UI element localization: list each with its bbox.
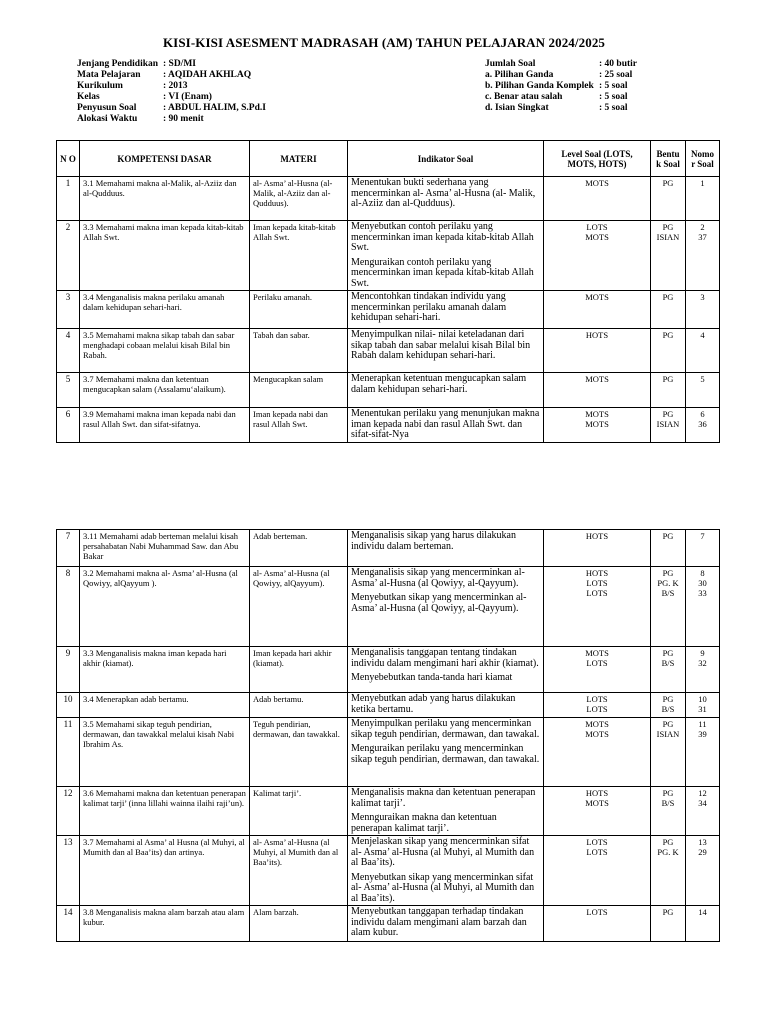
bentuk-cell: [651, 787, 686, 836]
table-row: [57, 329, 720, 373]
kompetensi-dasar: 3.4 Menganalisis makna perilaku amanah dalam kehidupan sehari-hari.: [80, 291, 250, 329]
info-value: : 5 soal: [599, 103, 628, 113]
indikator-text: Menentukan bukti sederhana yang mencerminkan al- Asma’ al-Husna (al- Malik, al-Aziiz dan al-Qudduus).: [351, 177, 536, 209]
header-bentuk: Bentu k Soal: [651, 141, 686, 177]
info-row: [485, 70, 637, 81]
level-value: MOTS: [585, 729, 609, 739]
indikator-cell: [348, 693, 544, 718]
table-row: [57, 221, 720, 291]
nomor-value: 1: [700, 178, 705, 188]
kompetensi-dasar: 3.8 Menganalisis makna alam barzah atau alam kubur.: [80, 906, 250, 942]
table-row: [57, 906, 720, 942]
materi: al- Asma’ al-Husna (al Qowiyy, alQayyum).: [250, 567, 348, 647]
indikator-text: Menyebebutkan tanda-tanda hari kiamat: [351, 672, 513, 683]
info-key: Jumlah Soal: [485, 59, 536, 69]
bentuk-cell: [651, 906, 686, 942]
kompetensi-dasar: 3.6 Memahami makna dan ketentuan penerapan kalimat tarji’ (inna lillahi wainna ilaihi raji’un).: [80, 787, 250, 836]
indikator-cell: [348, 329, 544, 373]
info-value: : ABDUL HALIM, S.Pd.I: [163, 103, 266, 113]
nomor-cell: [686, 836, 720, 906]
bentuk-value: ISIAN: [656, 232, 680, 242]
materi: Alam barzah.: [250, 906, 348, 942]
info-value: : 5 soal: [599, 92, 628, 102]
bentuk-cell: [651, 836, 686, 906]
info-value: : SD/MI: [163, 59, 196, 69]
nomor-value: 39: [698, 729, 707, 739]
indikator-text: Menyebutkan sikap yang mencerminkan al-Asma’ al-Husna (al Qowiyy, al-Qayyum).: [351, 592, 527, 614]
materi: Mengucapkan salam: [250, 373, 348, 408]
info-value: : 5 soal: [599, 81, 628, 91]
bentuk-value: B/S: [661, 588, 675, 598]
bentuk-value: PG: [662, 568, 674, 578]
nomor-cell: [686, 787, 720, 836]
header-indikator: Indikator Soal: [348, 141, 544, 177]
nomor-value: 2: [700, 222, 705, 232]
kisi-kisi-table-1: [56, 140, 720, 443]
indikator-cell: [348, 530, 544, 567]
level-cell: [544, 408, 651, 443]
info-key: b. Pilihan Ganda Komplek: [485, 81, 594, 91]
nomor-cell: [686, 567, 720, 647]
materi: Iman kepada kitab-kitab Allah Swt.: [250, 221, 348, 291]
kompetensi-dasar: 3.9 Memahami makna iman kepada nabi dan rasul Allah Swt. dan sifat-sifatnya.: [80, 408, 250, 443]
level-value: MOTS: [585, 232, 609, 242]
bentuk-value: PG: [662, 788, 674, 798]
indikator-text: Mencontohkan tindakan individu yang mencerminkan perilaku amanah dalam kehidupan sehari-hari.: [351, 291, 507, 323]
table-row: [57, 787, 720, 836]
indikator-cell: [348, 373, 544, 408]
row-number: 2: [57, 221, 80, 291]
nomor-value: 29: [698, 847, 707, 857]
table-row: [57, 718, 720, 787]
nomor-cell: [686, 329, 720, 373]
kompetensi-dasar: 3.5 Memahami makna sikap tabah dan sabar menghadapi cobaan melalui kisah Bilal bin Rabah.: [80, 329, 250, 373]
nomor-value: 14: [698, 907, 707, 917]
level-value: HOTS: [585, 788, 609, 798]
table-row: [57, 530, 720, 567]
materi: Tabah dan sabar.: [250, 329, 348, 373]
row-number: 11: [57, 718, 80, 787]
materi: Adab berteman.: [250, 530, 348, 567]
kompetensi-dasar: 3.5 Memahami sikap teguh pendirian, dermawan, dan tawakkal melalui kisah Nabi Ibrahim As.: [80, 718, 250, 787]
bentuk-value: PG: [662, 837, 674, 847]
kompetensi-dasar: 3.3 Memahami makna iman kepada kitab-kitab Allah Swt.: [80, 221, 250, 291]
level-value: HOTS: [585, 330, 609, 340]
nomor-cell: [686, 291, 720, 329]
indikator-cell: [348, 291, 544, 329]
info-key: Mata Pelajaran: [77, 70, 141, 80]
bentuk-value: PG: [662, 330, 674, 340]
materi: Adab bertamu.: [250, 693, 348, 718]
bentuk-cell: [651, 329, 686, 373]
nomor-cell: [686, 408, 720, 443]
header-no: N O: [57, 141, 80, 177]
level-cell: [544, 693, 651, 718]
indikator-text: Menentukan perilaku yang menunjukan makna iman kepada nabi dan rasul Allah Swt. dan sifat-sifat-Nya: [351, 408, 540, 440]
level-value: LOTS: [586, 222, 608, 232]
info-row: [485, 81, 637, 92]
level-value: HOTS: [585, 568, 609, 578]
bentuk-value: B/S: [661, 704, 675, 714]
indikator-text: Menyimpulkan nilai- nilai keteladanan dari sikap tabah dan sabar melalui kisah Bilal bin Rabah dalam kehidupan sehari-hari.: [351, 329, 531, 361]
nomor-value: 7: [700, 531, 705, 541]
info-value: : VI (Enam): [163, 92, 212, 102]
info-key: d. Isian Singkat: [485, 103, 549, 113]
info-key: a. Pilihan Ganda: [485, 70, 554, 80]
bentuk-cell: [651, 718, 686, 787]
bentuk-cell: [651, 177, 686, 221]
level-cell: [544, 718, 651, 787]
document-title: KISI-KISI ASESMENT MADRASAH (AM) TAHUN PELAJARAN 2024/2025: [162, 35, 606, 50]
row-number: 4: [57, 329, 80, 373]
nomor-value: 13: [698, 837, 707, 847]
indikator-text: Menyebutkan sikap yang mencerminkan sifat al- Asma’ al-Husna (al Muhyi, al Mumith dan al Baa’its).: [351, 871, 535, 904]
kisi-kisi-table-2: [56, 529, 720, 942]
bentuk-value: B/S: [661, 798, 675, 808]
bentuk-cell: [651, 530, 686, 567]
nomor-value: 36: [698, 419, 707, 429]
nomor-cell: [686, 530, 720, 567]
header-materi: MATERI: [250, 141, 348, 177]
info-value: : 25 soal: [599, 70, 633, 80]
kompetensi-dasar: 3.1 Memahami makna al-Malik, al-Aziiz dan al-Qudduus.: [80, 177, 250, 221]
row-number: 7: [57, 530, 80, 567]
info-row: [77, 92, 266, 103]
nomor-cell: [686, 693, 720, 718]
bentuk-value: PG: [662, 694, 674, 704]
info-left: [77, 59, 266, 125]
table-row: [57, 836, 720, 906]
indikator-text: Menjelaskan sikap yang mencerminkan sifat al- Asma’ al-Husna (al Muhyi, al Mumith dan al Baa’its).: [351, 836, 535, 868]
nomor-value: 32: [698, 658, 707, 668]
indikator-cell: [348, 408, 544, 443]
level-value: MOTS: [585, 374, 609, 384]
row-number: 1: [57, 177, 80, 221]
info-row: [485, 59, 637, 70]
bentuk-value: B/S: [661, 658, 675, 668]
indikator-cell: [348, 718, 544, 787]
info-row: [77, 59, 266, 70]
row-number: 5: [57, 373, 80, 408]
bentuk-value: PG: [662, 719, 674, 729]
level-value: LOTS: [586, 704, 608, 714]
indikator-text: Menyebutkan tanggapan terhadap tindakan individu dalam mengimani alam barzah dan alam kubur.: [351, 906, 527, 938]
info-row: [485, 103, 637, 114]
materi: al- Asma’ al-Husna (al Muhyi, al Mumith dan al Baa’its).: [250, 836, 348, 906]
nomor-value: 33: [698, 588, 707, 598]
row-number: 14: [57, 906, 80, 942]
bentuk-cell: [651, 291, 686, 329]
indikator-text: Menerapkan ketentuan mengucapkan salam dalam kehidupan sehari-hari.: [351, 373, 527, 395]
indikator-text: Menganalisis tanggapan tentang tindakan individu dalam mengimani hari akhir (kiamat).: [351, 647, 539, 669]
kompetensi-dasar: 3.7 Memahami al Asma’ al Husna (al Muhyi, al Mumith dan al Baa’its) dan artinya.: [80, 836, 250, 906]
level-value: MOTS: [585, 648, 609, 658]
table-row: [57, 693, 720, 718]
kompetensi-dasar: 3.7 Memahami makna dan ketentuan mengucapkan salam (Assalamu‘alaikum).: [80, 373, 250, 408]
row-number: 10: [57, 693, 80, 718]
bentuk-value: PG: [662, 222, 674, 232]
nomor-cell: [686, 177, 720, 221]
indikator-text: Menganalisis sikap yang harus dilakukan individu dalam berteman.: [351, 530, 516, 552]
table-row: [57, 567, 720, 647]
indikator-cell: [348, 906, 544, 942]
bentuk-value: PG: [662, 907, 674, 917]
bentuk-value: PG: [662, 648, 674, 658]
nomor-value: 11: [698, 719, 707, 729]
level-value: MOTS: [585, 409, 609, 419]
info-key: Penyusun Soal: [77, 103, 137, 113]
indikator-cell: [348, 836, 544, 906]
info-row: [77, 114, 266, 125]
level-value: LOTS: [586, 837, 608, 847]
table-row: [57, 177, 720, 221]
indikator-text: Menyebutkan contoh perilaku yang mencerminkan iman kepada kitab-kitab Allah Swt.: [351, 221, 534, 253]
level-cell: [544, 567, 651, 647]
bentuk-cell: [651, 373, 686, 408]
header-level: Level Soal (LOTS, MOTS, HOTS): [544, 141, 651, 177]
bentuk-cell: [651, 567, 686, 647]
nomor-value: 6: [700, 409, 705, 419]
indikator-cell: [348, 177, 544, 221]
nomor-value: 5: [700, 374, 705, 384]
info-row: [77, 103, 266, 114]
info-right: [485, 59, 637, 114]
nomor-cell: [686, 718, 720, 787]
level-cell: [544, 291, 651, 329]
row-number: 13: [57, 836, 80, 906]
nomor-value: 31: [698, 704, 707, 714]
header-nomor: Nomo r Soal: [686, 141, 720, 177]
info-key: Kelas: [77, 92, 100, 102]
nomor-cell: [686, 221, 720, 291]
materi: Iman kepada nabi dan rasul Allah Swt.: [250, 408, 348, 443]
nomor-value: 4: [700, 330, 705, 340]
bentuk-value: PG. K: [657, 847, 679, 857]
bentuk-cell: [651, 647, 686, 693]
row-number: 3: [57, 291, 80, 329]
indikator-cell: [348, 221, 544, 291]
indikator-text: Mennguraikan makna dan ketentuan penerapan kalimat tarji’.: [351, 812, 497, 834]
level-cell: [544, 177, 651, 221]
info-value: : 90 menit: [163, 114, 204, 124]
bentuk-value: PG: [662, 292, 674, 302]
indikator-text: Menguraikan perilaku yang mencerminkan sikap teguh pendirian, dermawan, dan tawakal.: [351, 743, 540, 765]
materi: Iman kepada hari akhir (kiamat).: [250, 647, 348, 693]
table-row: [57, 291, 720, 329]
nomor-cell: [686, 647, 720, 693]
info-value: : 40 butir: [599, 59, 637, 69]
info-row: [77, 70, 266, 81]
level-value: MOTS: [585, 719, 609, 729]
indikator-text: Menyimpulkan perilaku yang mencerminkan sikap teguh pendirian, dermawan, dan tawakal.: [351, 718, 540, 740]
bentuk-value: ISIAN: [656, 729, 680, 739]
table-row: [57, 408, 720, 443]
level-value: LOTS: [586, 694, 608, 704]
indikator-cell: [348, 567, 544, 647]
materi: Perilaku amanah.: [250, 291, 348, 329]
info-key: c. Benar atau salah: [485, 92, 563, 102]
nomor-value: 12: [698, 788, 707, 798]
indikator-text: Menyebutkan adab yang harus dilakukan ketika bertamu.: [351, 693, 516, 715]
level-value: HOTS: [585, 531, 609, 541]
row-number: 9: [57, 647, 80, 693]
level-cell: [544, 787, 651, 836]
indikator-cell: [348, 647, 544, 693]
level-value: LOTS: [586, 658, 608, 668]
table-row: [57, 373, 720, 408]
level-value: LOTS: [586, 588, 608, 598]
level-cell: [544, 906, 651, 942]
materi: al- Asma’ al-Husna (al-Malik, al-Aziiz dan al-Qudduus).: [250, 177, 348, 221]
row-number: 8: [57, 567, 80, 647]
info-value: : AQIDAH AKHLAQ: [163, 70, 252, 80]
level-value: LOTS: [586, 907, 608, 917]
info-key: Kurikulum: [77, 81, 123, 91]
nomor-value: 10: [698, 694, 707, 704]
bentuk-value: PG: [662, 531, 674, 541]
nomor-value: 37: [698, 232, 707, 242]
bentuk-value: PG: [662, 409, 674, 419]
level-value: MOTS: [585, 292, 609, 302]
indikator-text: Menguraikan contoh perilaku yang mencerminkan iman kepada kitab-kitab Allah Swt.: [351, 256, 534, 289]
level-cell: [544, 530, 651, 567]
bentuk-cell: [651, 221, 686, 291]
nomor-value: 30: [698, 578, 707, 588]
nomor-value: 9: [700, 648, 705, 658]
kompetensi-dasar: 3.11 Memahami adab berteman melalui kisah persahabatan Nabi Muhammad Saw. dan Abu Bakar: [80, 530, 250, 567]
materi: Teguh pendirian, dermawan, dan tawakkal.: [250, 718, 348, 787]
nomor-value: 8: [700, 568, 705, 578]
bentuk-value: PG: [662, 374, 674, 384]
nomor-value: 3: [700, 292, 705, 302]
level-value: LOTS: [586, 578, 608, 588]
kompetensi-dasar: 3.2 Memahami makna al- Asma’ al-Husna (al Qowiyy, alQayyum ).: [80, 567, 250, 647]
level-cell: [544, 836, 651, 906]
header-kompetensi-dasar: KOMPETENSI DASAR: [80, 141, 250, 177]
indikator-text: Menganalisis makna dan ketentuan penerapan kalimat tarji’.: [351, 787, 536, 809]
bentuk-value: PG. K: [657, 578, 679, 588]
kompetensi-dasar: 3.3 Menganalisis makna iman kepada hari akhir (kiamat).: [80, 647, 250, 693]
info-key: Alokasi Waktu: [77, 114, 138, 124]
kompetensi-dasar: 3.4 Menerapkan adab bertamu.: [80, 693, 250, 718]
level-cell: [544, 221, 651, 291]
row-number: 12: [57, 787, 80, 836]
info-row: [77, 81, 266, 92]
level-cell: [544, 647, 651, 693]
bentuk-value: ISIAN: [656, 419, 680, 429]
level-cell: [544, 373, 651, 408]
level-value: MOTS: [585, 178, 609, 188]
info-key: Jenjang Pendidikan: [77, 59, 159, 69]
indikator-cell: [348, 787, 544, 836]
bentuk-value: PG: [662, 178, 674, 188]
level-value: MOTS: [585, 798, 609, 808]
bentuk-cell: [651, 693, 686, 718]
bentuk-cell: [651, 408, 686, 443]
info-row: [485, 92, 637, 103]
table-row: [57, 647, 720, 693]
row-number: 6: [57, 408, 80, 443]
nomor-value: 34: [698, 798, 707, 808]
indikator-text: Menganalisis sikap yang mencerminkan al-Asma’ al-Husna (al Qowiyy, al-Qayyum).: [351, 567, 525, 589]
info-value: : 2013: [163, 81, 188, 91]
level-value: MOTS: [585, 419, 609, 429]
level-cell: [544, 329, 651, 373]
level-value: LOTS: [586, 847, 608, 857]
nomor-cell: [686, 373, 720, 408]
materi: Kalimat tarji’.: [250, 787, 348, 836]
nomor-cell: [686, 906, 720, 942]
